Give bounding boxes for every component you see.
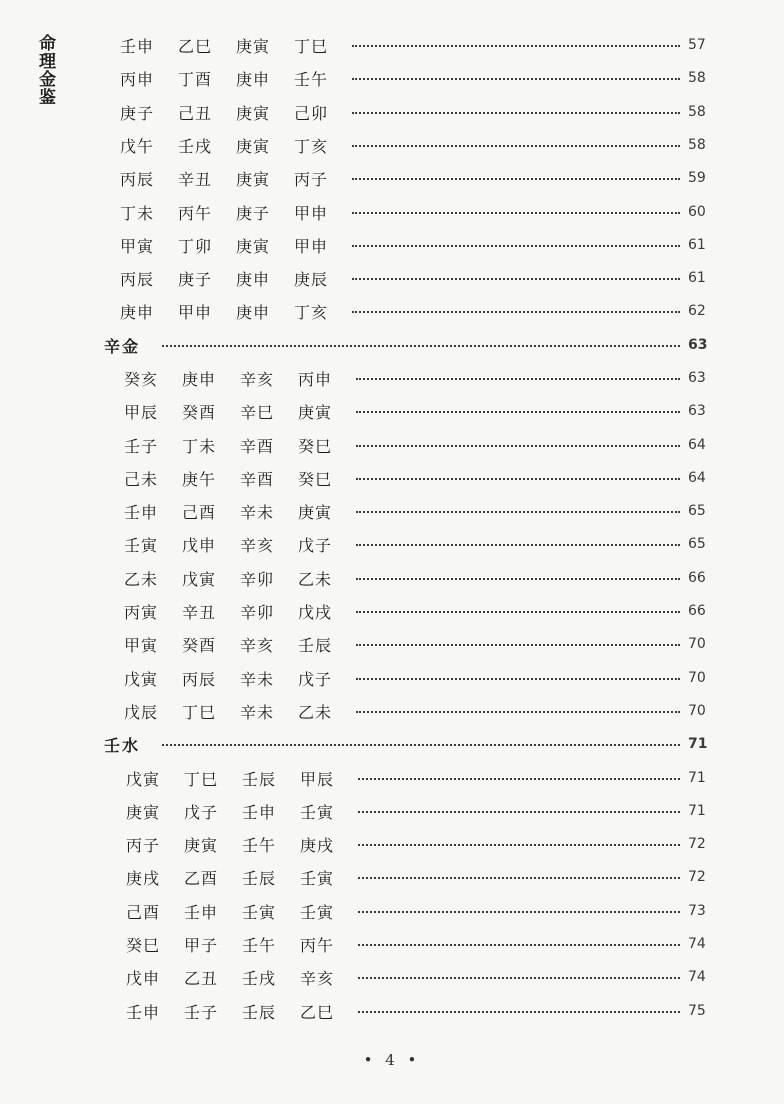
toc-entry — [124, 528, 712, 561]
toc-entry — [126, 795, 712, 828]
ganzhi-pillar: 庚寅 — [298, 403, 333, 422]
toc-entry — [124, 595, 712, 628]
ganzhi-pillar: 己丑 — [178, 104, 213, 123]
dot-leader — [162, 345, 680, 347]
ganzhi-pillar: 庚寅 — [184, 836, 219, 855]
ganzhi-pillar: 己酉 — [182, 503, 217, 522]
dot-leader — [356, 678, 680, 680]
toc-page-number: 58 — [688, 70, 706, 86]
ganzhi-pillar: 壬子 — [124, 437, 159, 456]
toc-entry — [124, 495, 712, 528]
ganzhi-pillar: 辛未 — [240, 703, 275, 722]
ganzhi-pillar: 壬辰 — [242, 770, 277, 789]
ganzhi-pillar: 壬寅 — [300, 869, 335, 888]
toc-page-number: 70 — [688, 636, 706, 652]
ganzhi-pillar: 壬寅 — [242, 903, 277, 922]
toc-entry — [126, 961, 712, 994]
toc-page-number: 64 — [688, 470, 706, 486]
ganzhi-pillar: 戊申 — [126, 969, 161, 988]
toc-entry — [124, 362, 712, 395]
ganzhi-pillar: 壬子 — [184, 1003, 219, 1022]
toc-entry — [126, 828, 712, 861]
ganzhi-pillar: 癸巳 — [298, 470, 333, 489]
ganzhi-pillar: 丙申 — [120, 70, 155, 89]
ganzhi-pillar: 壬辰 — [242, 869, 277, 888]
toc-section-heading — [104, 329, 712, 362]
toc-page-number: 70 — [688, 703, 706, 719]
ganzhi-pillar: 乙巳 — [178, 37, 213, 56]
dot-leader — [352, 212, 680, 214]
dot-leader — [356, 445, 680, 447]
toc-page-number: 66 — [688, 603, 706, 619]
ganzhi-pillar: 壬申 — [126, 1003, 161, 1022]
section-title: 壬水 — [104, 736, 141, 755]
ganzhi-pillar: 戊寅 — [126, 770, 161, 789]
toc-page-number: 71 — [688, 770, 706, 786]
toc-entry — [126, 928, 712, 961]
ganzhi-pillar: 甲申 — [178, 303, 213, 322]
ganzhi-pillar: 己未 — [124, 470, 159, 489]
ganzhi-pillar: 戊午 — [120, 137, 155, 156]
ganzhi-pillar: 戊寅 — [124, 670, 159, 689]
ganzhi-pillar: 戊辰 — [124, 703, 159, 722]
ganzhi-pillar: 丁巳 — [184, 770, 219, 789]
toc-page-number: 63 — [688, 337, 708, 353]
ganzhi-pillar: 庚寅 — [236, 137, 271, 156]
ganzhi-pillar: 壬戌 — [178, 137, 213, 156]
ganzhi-pillar: 壬戌 — [242, 969, 277, 988]
toc-page-number: 57 — [688, 37, 706, 53]
ganzhi-pillar: 壬申 — [120, 37, 155, 56]
ganzhi-pillar: 壬午 — [294, 70, 329, 89]
toc-entry — [126, 762, 712, 795]
toc-entry — [124, 695, 712, 728]
ganzhi-pillar: 戊戌 — [298, 603, 333, 622]
toc-page-number: 61 — [688, 270, 706, 286]
ganzhi-pillar: 庚戌 — [300, 836, 335, 855]
ganzhi-pillar: 己卯 — [294, 104, 329, 123]
toc-page-number: 75 — [688, 1003, 706, 1019]
dot-leader — [352, 311, 680, 313]
ganzhi-pillar: 癸巳 — [298, 437, 333, 456]
dot-leader — [162, 744, 680, 746]
toc-entry — [126, 995, 712, 1028]
ganzhi-pillar: 乙未 — [298, 703, 333, 722]
dot-leader — [356, 478, 680, 480]
toc-entry — [124, 429, 712, 462]
toc-page-number: 71 — [688, 803, 706, 819]
dot-leader — [356, 511, 680, 513]
toc-page-number: 72 — [688, 869, 706, 885]
toc-entry — [120, 262, 712, 295]
toc-page-number: 74 — [688, 936, 706, 952]
ganzhi-pillar: 壬寅 — [300, 803, 335, 822]
toc-page-number: 71 — [688, 736, 708, 752]
dot-leader — [356, 378, 680, 380]
ganzhi-pillar: 丙子 — [294, 170, 329, 189]
toc-page-number: 64 — [688, 437, 706, 453]
ganzhi-pillar: 戊申 — [182, 536, 217, 555]
dot-leader — [356, 711, 680, 713]
table-of-contents — [0, 29, 784, 1029]
dot-leader — [356, 578, 680, 580]
ganzhi-pillar: 甲申 — [294, 204, 329, 223]
toc-page-number: 65 — [688, 536, 706, 552]
dot-leader — [352, 78, 680, 80]
ganzhi-pillar: 丁未 — [120, 204, 155, 223]
ganzhi-pillar: 庚申 — [120, 303, 155, 322]
toc-entry — [120, 162, 712, 195]
toc-entry — [126, 861, 712, 894]
ganzhi-pillar: 己酉 — [126, 903, 161, 922]
ganzhi-pillar: 戊子 — [298, 536, 333, 555]
ganzhi-pillar: 乙丑 — [184, 969, 219, 988]
ganzhi-pillar: 壬辰 — [242, 1003, 277, 1022]
ganzhi-pillar: 庚寅 — [126, 803, 161, 822]
dot-leader — [356, 611, 680, 613]
toc-page-number: 58 — [688, 104, 706, 120]
toc-entry — [120, 229, 712, 262]
ganzhi-pillar: 丁未 — [182, 437, 217, 456]
dot-leader — [358, 977, 680, 979]
ganzhi-pillar: 丁卯 — [178, 237, 213, 256]
ganzhi-pillar: 甲申 — [294, 237, 329, 256]
toc-page-number: 66 — [688, 570, 706, 586]
ganzhi-pillar: 庚子 — [120, 104, 155, 123]
dot-leader — [352, 112, 680, 114]
ganzhi-pillar: 庚戌 — [126, 869, 161, 888]
ganzhi-pillar: 甲子 — [184, 936, 219, 955]
dot-leader — [358, 944, 680, 946]
toc-page-number: 63 — [688, 403, 706, 419]
toc-entry — [120, 29, 712, 62]
ganzhi-pillar: 癸酉 — [182, 636, 217, 655]
dot-leader — [358, 778, 680, 780]
ganzhi-pillar: 乙未 — [298, 570, 333, 589]
ganzhi-pillar: 辛亥 — [240, 636, 275, 655]
ganzhi-pillar: 戊子 — [298, 670, 333, 689]
ganzhi-pillar: 丁巳 — [294, 37, 329, 56]
ganzhi-pillar: 辛未 — [240, 503, 275, 522]
dot-leader — [352, 278, 680, 280]
ganzhi-pillar: 丙午 — [178, 204, 213, 223]
dot-leader — [352, 178, 680, 180]
dot-leader — [358, 877, 680, 879]
toc-page-number: 72 — [688, 836, 706, 852]
ganzhi-pillar: 丁酉 — [178, 70, 213, 89]
ganzhi-pillar: 庚申 — [236, 303, 271, 322]
ganzhi-pillar: 壬申 — [124, 503, 159, 522]
ganzhi-pillar: 庚寅 — [236, 237, 271, 256]
ganzhi-pillar: 辛亥 — [240, 536, 275, 555]
ganzhi-pillar: 壬辰 — [298, 636, 333, 655]
ganzhi-pillar: 辛卯 — [240, 603, 275, 622]
ganzhi-pillar: 戊子 — [184, 803, 219, 822]
toc-page-number: 63 — [688, 370, 706, 386]
ganzhi-pillar: 丁亥 — [294, 303, 329, 322]
dot-leader — [352, 145, 680, 147]
toc-entry — [120, 129, 712, 162]
dot-leader — [358, 811, 680, 813]
ganzhi-pillar: 戊寅 — [182, 570, 217, 589]
ganzhi-pillar: 壬午 — [242, 936, 277, 955]
ganzhi-pillar: 庚寅 — [236, 37, 271, 56]
ganzhi-pillar: 癸酉 — [182, 403, 217, 422]
ganzhi-pillar: 癸巳 — [126, 936, 161, 955]
toc-page-number: 74 — [688, 969, 706, 985]
ganzhi-pillar: 甲辰 — [124, 403, 159, 422]
ganzhi-pillar: 丙申 — [298, 370, 333, 389]
toc-section-heading — [104, 728, 712, 761]
ganzhi-pillar: 庚子 — [236, 204, 271, 223]
toc-page-number: 58 — [688, 137, 706, 153]
ganzhi-pillar: 庚申 — [236, 270, 271, 289]
dot-leader — [358, 1011, 680, 1013]
ganzhi-pillar: 辛亥 — [300, 969, 335, 988]
dot-leader — [358, 844, 680, 846]
running-header-title: 命理金鉴 — [35, 34, 55, 106]
toc-entry — [124, 395, 712, 428]
ganzhi-pillar: 丙寅 — [124, 603, 159, 622]
toc-entry — [124, 462, 712, 495]
ganzhi-pillar: 辛酉 — [240, 437, 275, 456]
ganzhi-pillar: 庚午 — [182, 470, 217, 489]
ganzhi-pillar: 辛酉 — [240, 470, 275, 489]
toc-page-number: 61 — [688, 237, 706, 253]
ganzhi-pillar: 甲辰 — [300, 770, 335, 789]
toc-entry — [120, 62, 712, 95]
ganzhi-pillar: 壬申 — [242, 803, 277, 822]
dot-leader — [352, 245, 680, 247]
toc-entry — [124, 562, 712, 595]
toc-page-number: 70 — [688, 670, 706, 686]
toc-entry — [124, 662, 712, 695]
toc-page-number: 73 — [688, 903, 706, 919]
toc-page-number: 60 — [688, 204, 706, 220]
ganzhi-pillar: 辛亥 — [240, 370, 275, 389]
dot-leader — [356, 544, 680, 546]
ganzhi-pillar: 庚子 — [178, 270, 213, 289]
dot-leader — [352, 45, 680, 47]
toc-page-number: 59 — [688, 170, 706, 186]
ganzhi-pillar: 乙酉 — [184, 869, 219, 888]
ganzhi-pillar: 辛丑 — [182, 603, 217, 622]
ganzhi-pillar: 庚申 — [236, 70, 271, 89]
ganzhi-pillar: 辛卯 — [240, 570, 275, 589]
toc-entry — [120, 96, 712, 129]
ganzhi-pillar: 丁巳 — [182, 703, 217, 722]
ganzhi-pillar: 辛巳 — [240, 403, 275, 422]
ganzhi-pillar: 乙巳 — [300, 1003, 335, 1022]
ganzhi-pillar: 庚辰 — [294, 270, 329, 289]
ganzhi-pillar: 甲寅 — [120, 237, 155, 256]
dot-leader — [356, 644, 680, 646]
ganzhi-pillar: 辛丑 — [178, 170, 213, 189]
page-number: • 4 • — [363, 1051, 421, 1069]
ganzhi-pillar: 壬寅 — [124, 536, 159, 555]
ganzhi-pillar: 丙辰 — [120, 170, 155, 189]
ganzhi-pillar: 丙辰 — [120, 270, 155, 289]
ganzhi-pillar: 庚寅 — [236, 104, 271, 123]
ganzhi-pillar: 壬申 — [184, 903, 219, 922]
ganzhi-pillar: 庚寅 — [236, 170, 271, 189]
ganzhi-pillar: 庚寅 — [298, 503, 333, 522]
ganzhi-pillar: 甲寅 — [124, 636, 159, 655]
ganzhi-pillar: 丙午 — [300, 936, 335, 955]
section-title: 辛金 — [104, 337, 141, 356]
ganzhi-pillar: 丁亥 — [294, 137, 329, 156]
toc-entry — [126, 895, 712, 928]
ganzhi-pillar: 辛未 — [240, 670, 275, 689]
ganzhi-pillar: 丙子 — [126, 836, 161, 855]
ganzhi-pillar: 壬寅 — [300, 903, 335, 922]
ganzhi-pillar: 庚申 — [182, 370, 217, 389]
ganzhi-pillar: 乙未 — [124, 570, 159, 589]
toc-entry — [124, 628, 712, 661]
toc-entry — [120, 196, 712, 229]
ganzhi-pillar: 壬午 — [242, 836, 277, 855]
ganzhi-pillar: 丙辰 — [182, 670, 217, 689]
dot-leader — [358, 911, 680, 913]
toc-page-number: 62 — [688, 303, 706, 319]
toc-page-number: 65 — [688, 503, 706, 519]
dot-leader — [356, 411, 680, 413]
ganzhi-pillar: 癸亥 — [124, 370, 159, 389]
toc-entry — [120, 295, 712, 328]
